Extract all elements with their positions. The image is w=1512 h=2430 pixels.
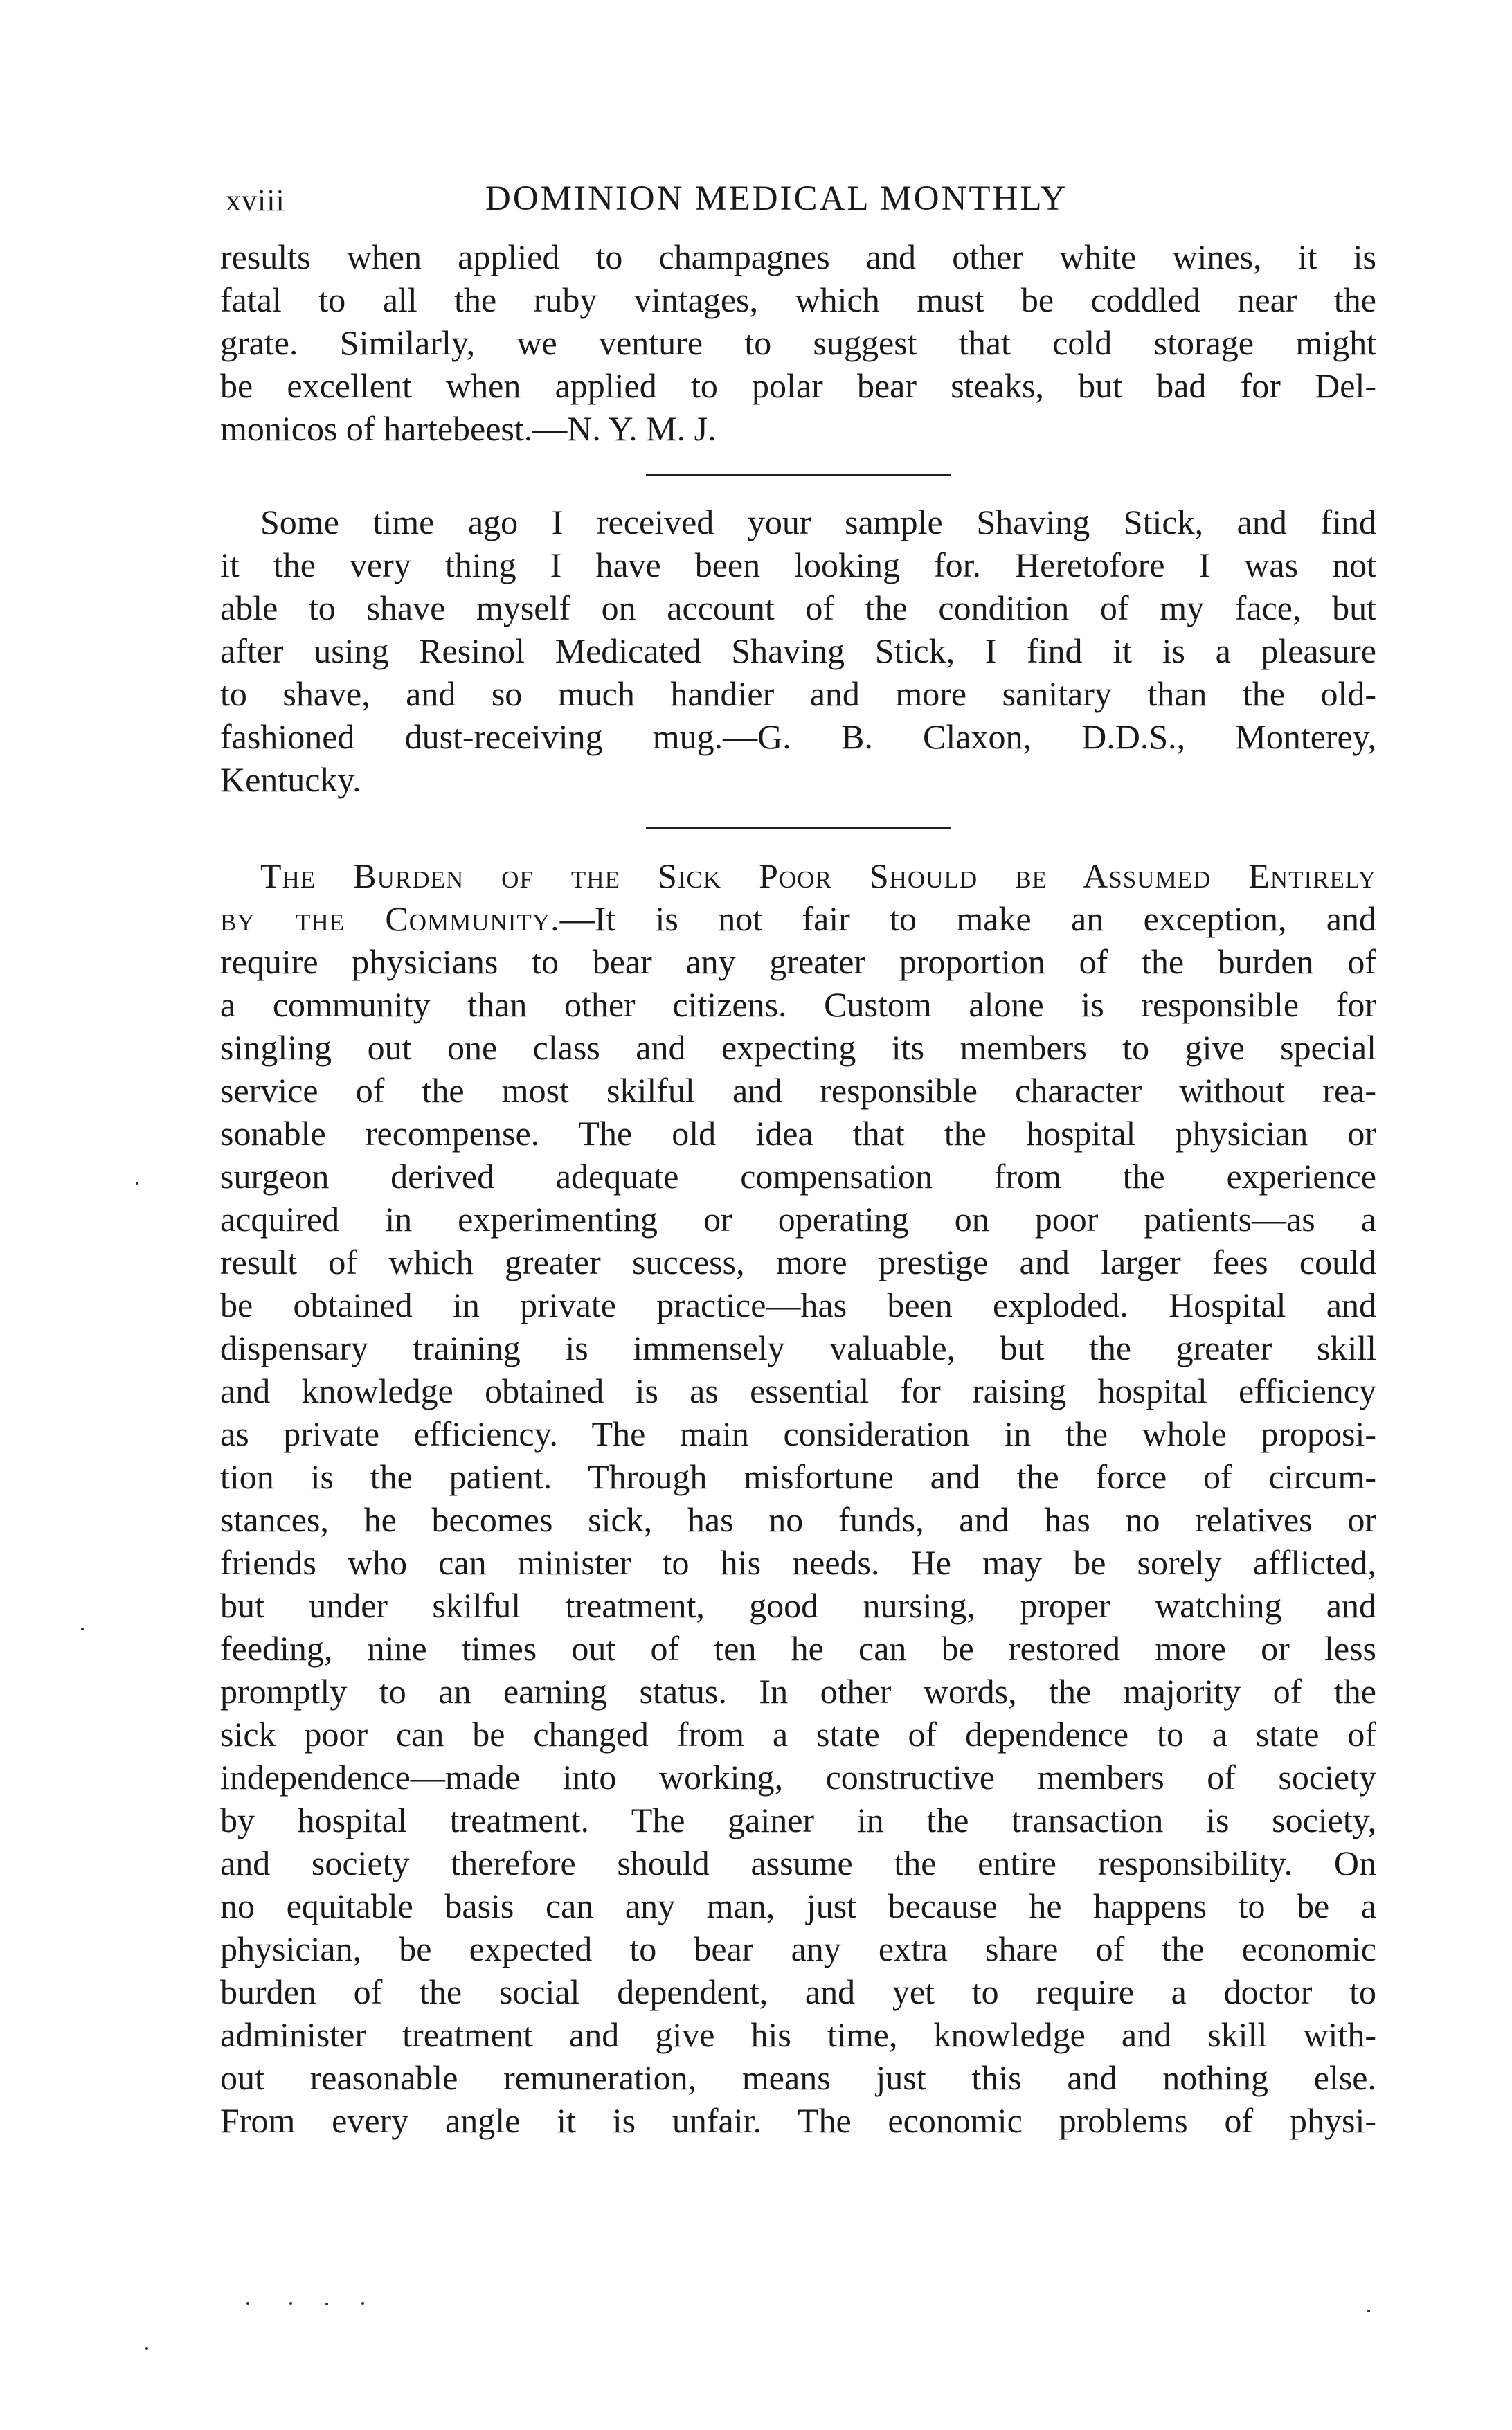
- text-line: out reasonable remuneration, means just this and nothing else.: [220, 2058, 1376, 2097]
- text-line: singling out one class and expecting its members to give special: [220, 1028, 1376, 1067]
- page-header: [220, 173, 1376, 235]
- text-line: acquired in experimenting or operating on poor patients—as a: [220, 1200, 1376, 1239]
- text-line: feeding, nine times out of ten he can be restored more or less: [220, 1629, 1376, 1668]
- scan-speck: [145, 2347, 148, 2350]
- text-line: surgeon derived adequate compensation from the experience: [220, 1157, 1376, 1196]
- running-title: DOMINION MEDICAL MONTHLY: [485, 179, 1068, 218]
- page-number: xviii: [226, 183, 285, 217]
- text-line: From every angle it is unfair. The economic problems of physi-: [220, 2101, 1376, 2140]
- text-line: friends who can minister to his needs. He may be sorely afflicted,: [220, 1543, 1376, 1582]
- article-heading: The Burden of the Sick Poor Should be Assumed Entirely: [260, 856, 1376, 895]
- paragraph-sick-poor: [220, 854, 1376, 2142]
- scan-speck: [289, 2302, 292, 2305]
- text-line: and society therefore should assume the entire responsibility. On: [220, 1844, 1376, 1882]
- text-line: be excellent when applied to polar bear steaks, but bad for Del-: [220, 366, 1376, 405]
- text-line: but under skilful treatment, good nursing, proper watching and: [220, 1586, 1376, 1625]
- article-heading-continued: by the Community.: [220, 899, 560, 938]
- text-line: after using Resinol Medicated Shaving Stick, I find it is a pleasure: [220, 631, 1376, 670]
- text-line: Some time ago I received your sample Shaving Stick, and find: [260, 503, 1376, 541]
- text-line: by hospital treatment. The gainer in the transaction is society,: [220, 1801, 1376, 1839]
- text-line: service of the most skilful and responsible character without rea-: [220, 1071, 1376, 1110]
- scan-speck: [136, 1182, 138, 1185]
- text-line: no equitable basis can any man, just because he happens to be a: [220, 1887, 1376, 1925]
- text-line: Kentucky.: [220, 760, 361, 799]
- text-line: result of which greater success, more prestige and larger fees could: [220, 1243, 1376, 1281]
- paragraph-wine-storage: [220, 235, 1376, 450]
- text-line: and knowledge obtained is as essential for raising hospital efficiency: [220, 1371, 1376, 1410]
- text-line: require physicians to bear any greater proportion of the burden of: [220, 942, 1376, 981]
- scan-speck: [361, 2302, 364, 2305]
- text-line: fashioned dust-receiving mug.—G. B. Claxon, D.D.S., Monterey,: [220, 717, 1376, 756]
- section-divider: [646, 827, 951, 829]
- text-line: monicos of hartebeest.—N. Y. M. J.: [220, 409, 717, 448]
- text-line: able to shave myself on account of the condition of my face, but: [220, 588, 1376, 627]
- paragraph-shaving-stick: [220, 501, 1376, 801]
- text-line: promptly to an earning status. In other words, the majority of the: [220, 1672, 1376, 1711]
- text-line: dispensary training is immensely valuable, but the greater skill: [220, 1329, 1376, 1367]
- text-line: grate. Similarly, we venture to suggest that cold storage might: [220, 323, 1376, 362]
- text-line: be obtained in private practice—has been exploded. Hospital and: [220, 1286, 1376, 1324]
- text-line: stances, he becomes sick, has no funds, and has no relatives or: [220, 1500, 1376, 1539]
- scan-speck: [246, 2302, 249, 2305]
- text-line: sonable recompense. The old idea that the hospital physician or: [220, 1114, 1376, 1153]
- scan-speck: [1367, 2310, 1370, 2312]
- text-line-rest: —It is not fair to make an exception, and: [559, 899, 1376, 938]
- text-line: sick poor can be changed from a state of dependence to a state of: [220, 1715, 1376, 1754]
- text-line: to shave, and so much handier and more sanitary than the old-: [220, 674, 1376, 713]
- text-line: independence—made into working, constructive members of society: [220, 1758, 1376, 1797]
- text-line: a community than other citizens. Custom alone is responsible for: [220, 985, 1376, 1024]
- text-line: burden of the social dependent, and yet to require a doctor to: [220, 1972, 1376, 2011]
- text-line: [220, 897, 1376, 940]
- section-divider: [646, 474, 951, 476]
- text-line: it the very thing I have been looking for. Heretofore I was not: [220, 546, 1376, 584]
- text-line: administer treatment and give his time, knowledge and skill with-: [220, 2015, 1376, 2054]
- text-line: tion is the patient. Through misfortune and the force of circum-: [220, 1457, 1376, 1496]
- document-page: [220, 173, 1376, 2142]
- text-line: physician, be expected to bear any extra share of the economic: [220, 1929, 1376, 1968]
- text-line: fatal to all the ruby vintages, which must be coddled near the: [220, 280, 1376, 319]
- text-line: results when applied to champagnes and other white wines, it is: [220, 237, 1376, 276]
- text-line: as private efficiency. The main consideration in the whole proposi-: [220, 1414, 1376, 1453]
- scan-speck: [81, 1628, 84, 1630]
- scan-speck: [325, 2303, 328, 2305]
